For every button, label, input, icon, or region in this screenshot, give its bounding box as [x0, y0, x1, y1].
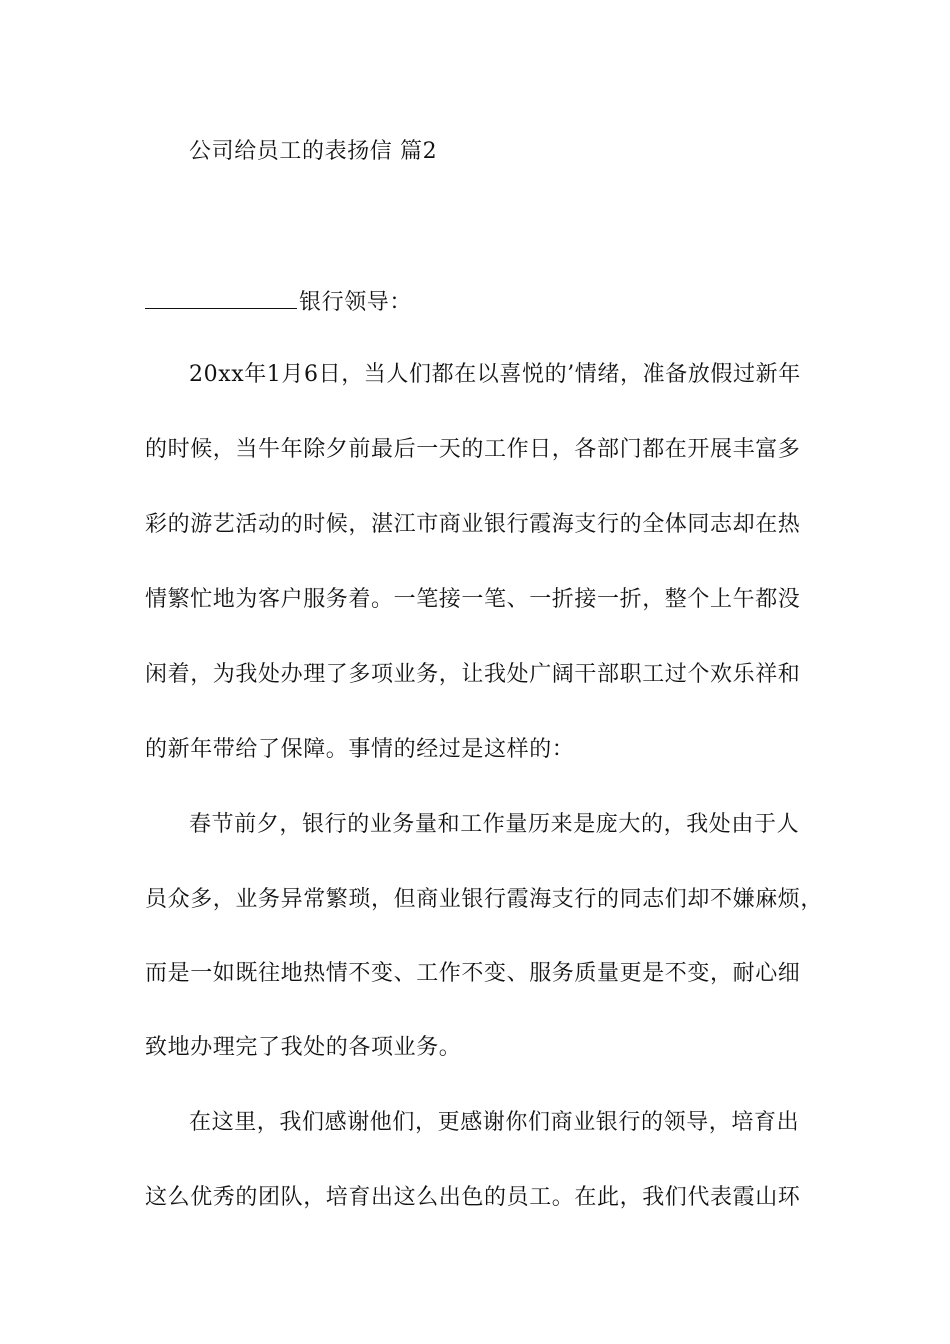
body-line: 的新年带给了保障。事情的经过是这样的：	[145, 737, 575, 762]
recipient-blank	[145, 288, 297, 309]
document-title: 公司给员工的表扬信 篇2	[189, 139, 438, 164]
body-line: 的时候，当牛年除夕前最后一天的工作日，各部门都在开展丰富多	[145, 437, 801, 462]
body-line: 员众多，业务异常繁琐，但商业银行霞海支行的同志们却不嫌麻烦，	[145, 887, 824, 912]
body-line: 这么优秀的团队，培育出这么出色的员工。在此，我们代表霞山环	[145, 1185, 801, 1210]
body-line: 20xx年1月6日，当人们都在以喜悦的’情绪，准备放假过新年	[189, 362, 801, 387]
body-line: 在这里，我们感谢他们，更感谢你们商业银行的领导，培育出	[189, 1110, 800, 1135]
body-line: 情繁忙地为客户服务着。一笔接一笔、一折接一折，整个上午都没	[145, 587, 801, 612]
salutation-line	[145, 288, 412, 316]
salutation-text: 银行领导：	[299, 290, 413, 315]
body-line: 彩的游艺活动的时候，湛江市商业银行霞海支行的全体同志却在热	[145, 512, 801, 537]
body-line: 闲着，为我处办理了多项业务，让我处广阔干部职工过个欢乐祥和	[145, 662, 801, 687]
body-line: 而是一如既往地热情不变、工作不变、服务质量更是不变，耐心细	[145, 961, 801, 986]
body-line: 致地办理完了我处的各项业务。	[145, 1035, 462, 1060]
body-line: 春节前夕，银行的业务量和工作量历来是庞大的，我处由于人	[189, 812, 800, 837]
